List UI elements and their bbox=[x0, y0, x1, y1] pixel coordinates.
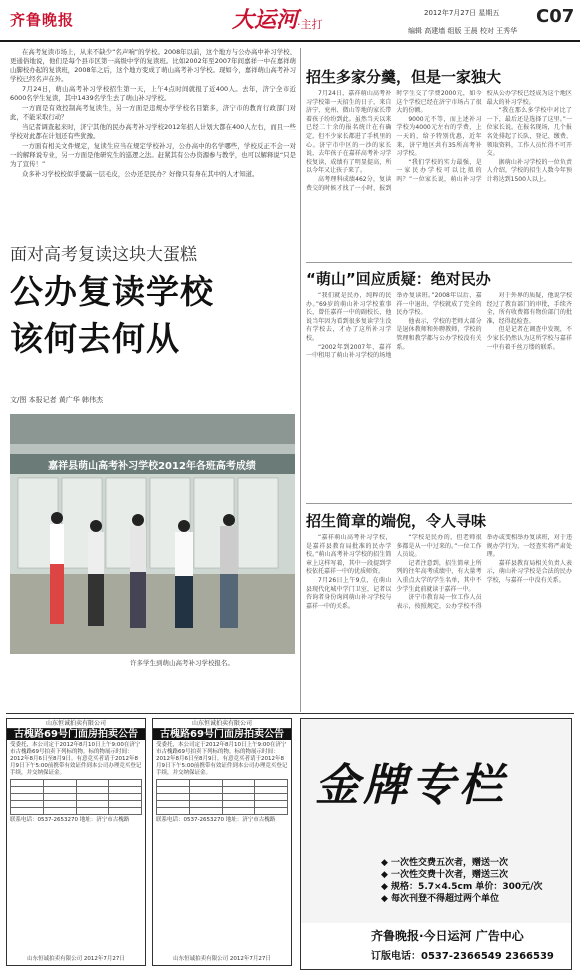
body-paragraph: 据萌山补习学校的一位负责人介绍，学校的招生人数今年预计将达到1500人以上。 bbox=[486, 158, 572, 183]
section-heading-2: “萌山”回应质疑：绝对民办 bbox=[306, 270, 491, 288]
photo-illustration bbox=[10, 414, 295, 654]
body-paragraph: 7月26日上午9点，在萌山县现代化城中学门卫室，记者以咨询者身份询问萌山补习学校与嘉祥一中的关系。 bbox=[306, 576, 392, 610]
ad-company: 山东恒诚拍卖有限公司 bbox=[153, 719, 291, 729]
body-paragraph: “嘉祥萌山高考补习学校，是嘉祥县教育局批准的民办学校。”萌山高考补习学校的招生简章上这样写着，其中一段提到学校依托嘉祥一中的优质师资。 bbox=[306, 534, 392, 576]
intro-paragraph: 众多补习学校校似乎要赢一层毛皮，公办还是民办？好像只有身在其中的人才知道。 bbox=[22, 170, 259, 178]
masthead bbox=[0, 0, 580, 42]
ad-title: 古槐路69号门面房拍卖公告 bbox=[153, 729, 291, 740]
body-paragraph: 对于外界的质疑，他说学校经过了教育部门的审批，手续齐全，所有收费都有物价部门的批准，经得起检查。 bbox=[486, 292, 572, 325]
body-paragraph: 济宁市教育局一位工作人员表示，按照规定，公办学校不得举办或变相举办复读班，对于违规办学行为，一经查实将严肃处理。 bbox=[396, 534, 572, 610]
ad-title: 古槐路69号门面房拍卖公告 bbox=[7, 729, 145, 740]
section-heading-3: 招生简章的端倪，令人寻味 bbox=[306, 512, 487, 530]
ad-footer: 山东恒诚拍卖有限公司 2012年7月27日 bbox=[27, 956, 125, 962]
intro-paragraph: 一方面有相关文件规定，复读生应当在规定学校补习，公办高中的名学哪些，学校反正不会一对一的解释说专业，另一方面是他研究生的巡逻之法。赶紧其有公办资源参与教学，也可以解释说“只是为了宣传！” bbox=[10, 142, 296, 168]
ad-divider bbox=[6, 713, 574, 714]
intro-paragraph: 当记者调查起来时，济宁其他的民办高考补习学校2012年招人计划大都在400人左右，而且一些学校对此都在计划还有些犹豫。 bbox=[10, 123, 296, 140]
section-body-2 bbox=[306, 292, 572, 498]
promo-box bbox=[300, 718, 572, 970]
headline-line-1: 公办复读学校 bbox=[10, 272, 214, 311]
body-paragraph: “2002年到2007年，嘉祥一中租用了萌山补习学校的场地举办复读班。”2008年以后，嘉祥一中退出，学校就成了完全的民办学校。 bbox=[306, 292, 482, 360]
byline: 文/图 本报记者 黄广华 韩伟杰 bbox=[10, 396, 104, 404]
article-headline bbox=[10, 268, 214, 362]
section-title: 大运河 bbox=[232, 7, 299, 33]
body-paragraph: 但是记者在调查中发现，不少家长仍然认为这所学校与嘉祥一中有着千丝万缕的联系。 bbox=[486, 326, 572, 351]
intro-paragraph: 7月24日，萌山高考补习学校招生第一天，上午4点时间就报了近400人。去年，济宁全市近6000名学生复读，其中1439名学生去了萌山补习学校。 bbox=[10, 85, 296, 102]
auction-ad-2 bbox=[152, 718, 292, 966]
promo-terms bbox=[381, 857, 542, 905]
page-number: C07 bbox=[536, 6, 575, 27]
intro-paragraph: 在高考复读市场上，从来不缺少“名声响”的学校。2008年以前，这个地方与公办高中补习学校、更通俗地说，他们是每个县市区第一高级中学的复读班。比如2002年至2007年间嘉祥一中在嘉祥萌山脚校办起的复读班，2008年之后，这个地方变成了萌山高考补习学校。现如今，嘉祥萌山高考补习学校已经名声在外。 bbox=[10, 48, 296, 83]
article-kicker: 面对高考复读这块大蛋糕 bbox=[10, 245, 197, 265]
promo-phone: 订版电话：0537-2366549 2366539 bbox=[371, 951, 554, 962]
promo-term: ◆ 一次性交费五次者，赠送一次 bbox=[381, 858, 509, 868]
ad-footer: 山东恒诚拍卖有限公司 2012年7月27日 bbox=[173, 956, 271, 962]
ad-body-text: 受委托，本公司定于2012年8月10日上午9:00在济宁市古槐路69号拍卖下列标的物。标的物展示时间：2012年8月6日至8月9日。有意竞买者请于2012年8月9日下午5:00前携带有效证件到本公司办理竞买登记手续，并交纳保证金。 bbox=[10, 742, 142, 776]
section-divider bbox=[306, 262, 572, 263]
headline-line-2: 该何去何从 bbox=[10, 319, 180, 358]
ad-contact: 联系电话：0537-2653270 地址：济宁市古槐路 bbox=[10, 817, 130, 823]
newspaper-brand: 齐鲁晚报 bbox=[10, 11, 75, 29]
ad-table bbox=[10, 779, 142, 815]
body-paragraph: 记者注意到，招生简章上所列的往年高考成绩中，有大量考入重点大学的学生名单，其中不少学生此前就读于嘉祥一中。 bbox=[396, 559, 482, 593]
ad-contact: 联系电话：0537-2653270 地址：济宁市古槐路 bbox=[156, 817, 276, 823]
body-paragraph: “我们就是民办，纯粹的民办。”69岁的萌山补习学校董事长，曾任嘉祥一中的副校长，他说当年因为看到很多复读学生没有学校去，才办了这所补习学校。 bbox=[306, 292, 392, 342]
body-paragraph: 高考理科成绩462分，复读费交的时候才找了一小时，报到时学生交了学费2000元，如今这个学校已经在济宁市场占了很大的份额。 bbox=[306, 90, 482, 192]
body-paragraph: 9000元不等，而上述补习学校为4000元左右的学费，上一天的，给予特别优惠，近年来，济宁地区共有35所高考补习学校。 bbox=[396, 115, 482, 158]
section-body-3 bbox=[306, 534, 572, 708]
ad-body-text: 受委托，本公司定于2012年8月10日上午9:00在济宁市古槐路69号拍卖下列标的物。标的物展示时间：2012年8月6日至8月9日。有意竞买者请于2012年8月9日下午5:00前携带有效证件到本公司办理竞买登记手续，并交纳保证金。 bbox=[156, 742, 288, 776]
photo-banner-text: 嘉祥县萌山高考补习学校2012年各班高考成绩 bbox=[48, 461, 256, 472]
body-paragraph: “我们学校的实力最强，是一家民办学校可以比拟的吗？”一位家长说，萌山补习学校从公办学校已经成为这个地区最大的补习学校。 bbox=[396, 90, 572, 183]
intro-text bbox=[10, 48, 296, 180]
promo-term: ◆ 一次性交费十次者，赠送三次 bbox=[381, 870, 509, 880]
body-paragraph: “我在那么多学校中对比了一下，最后还是选择了这里。”一位家长说。在报名现场，几个报名处排起了长队，登记、缴费、领取资料，工作人员忙得不可开交。 bbox=[486, 107, 572, 158]
ad-table bbox=[156, 779, 288, 815]
section-body-1 bbox=[306, 90, 572, 258]
body-paragraph: 嘉祥县教育局相关负责人表示，萌山补习学校是合法的民办学校，与嘉祥一中没有关系。 bbox=[486, 559, 572, 584]
ad-company: 山东恒诚拍卖有限公司 bbox=[7, 719, 145, 729]
section-heading-1: 招生多家分羹，但是一家独大 bbox=[306, 68, 502, 86]
photo-caption: 许多学生到萌山高考补习学校报名。 bbox=[130, 659, 234, 667]
column-divider bbox=[300, 48, 301, 712]
editor-credits: 编辑 高建墙 组版 王晨 校对 王秀华 bbox=[408, 27, 518, 35]
body-paragraph: 他表示，学校的老师大部分是退休教师和外聘教师，学校的管理和教学都与公办学校没有关系。 bbox=[396, 317, 482, 351]
promo-term: ◆ 每次刊登不得超过两个单位 bbox=[381, 894, 500, 904]
promo-term: ◆ 规格：5.7×4.5cm 单价：300元/次 bbox=[381, 882, 543, 892]
news-photo bbox=[10, 414, 295, 654]
issue-date: 2012年7月27日 星期五 bbox=[424, 9, 500, 17]
section-subtitle: ·主打 bbox=[297, 18, 323, 31]
body-paragraph: “学校是民办的，但老师很多都是从一中过来的。”一位工作人员说。 bbox=[396, 534, 482, 559]
promo-calligraphy: 金牌专栏 bbox=[315, 760, 507, 811]
intro-paragraph: 一方面是有效控制高考复读生，另一方面是违规办学学校名目繁多，济宁市的教育行政部门对此，不能采取行动？ bbox=[10, 104, 296, 121]
auction-ad-1 bbox=[6, 718, 146, 966]
promo-contact-title: 齐鲁晚报·今日运河 广告中心 bbox=[371, 929, 524, 943]
section-divider bbox=[306, 503, 572, 504]
body-paragraph: 7月24日，嘉祥萌山高考补习学校第一天招生的日子，来自济宁、兖州、微山等地的家长带着孩子纷纷到此。虽然当天以来已经二十余的报名统计在有确定，但不少家长都进了手机里的心。济宁市中区的一沙的家长说，去年孩子在嘉祥高考补习学校复读，成绩有了明显提高，所以今年又让孩子来了。 bbox=[306, 90, 392, 175]
